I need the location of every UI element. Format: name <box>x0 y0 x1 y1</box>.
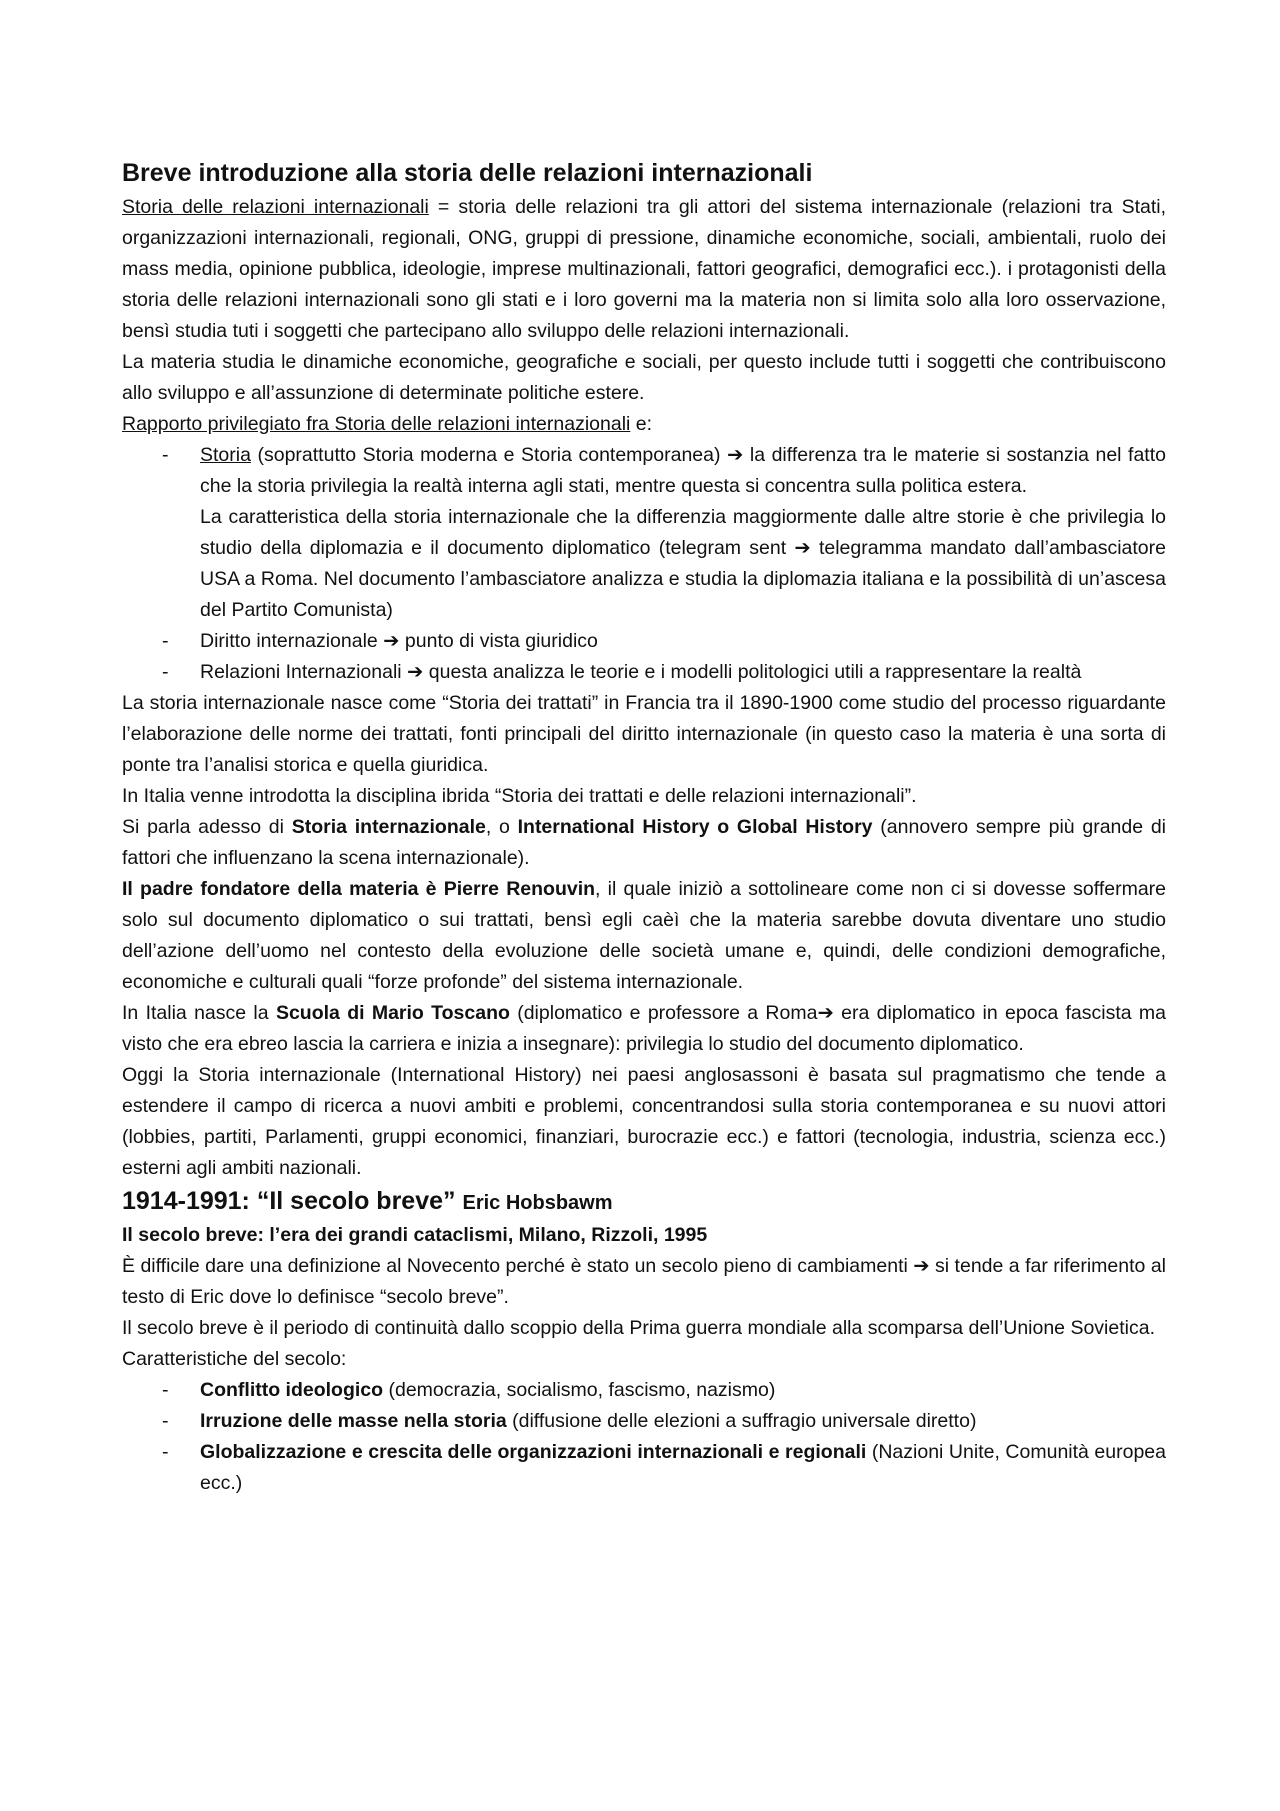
text-span: (diffusione delle elezioni a suffragio universale diretto) <box>506 1410 977 1432</box>
paragraph-anglosaxon: Oggi la Storia internazionale (International History) nei paesi anglosassoni è basata sul pragmatismo che tende a estendere il campo di ricerca a nuovi ambiti e problemi, concentrandosi sulla storia contemporanea e su nuovi attori (lobbies, partiti, Parlamenti, gruppi economici, finanziari, burocrazie ecc.) e fattori (tecnologia, industria, scienza ecc.) esterni agli ambiti nazionali. <box>122 1064 1166 1179</box>
related-disciplines-list-cont <box>122 626 1166 688</box>
heading-author: Eric Hobsbawm <box>462 1192 613 1214</box>
paragraph-international-history <box>122 812 1166 874</box>
text-span: (Nazioni Unite, Comunità europea ecc.) <box>200 1441 1166 1494</box>
bold-span: Globalizzazione e crescita delle organizzazioni internazionali e regionali <box>200 1441 867 1463</box>
paragraph-continuity: Il secolo breve è il periodo di continuità dallo scoppio della Prima guerra mondiale alla scomparsa dell’Unione Sovietica. <box>122 1317 1155 1339</box>
bold-span: Il secolo breve: l’era dei grandi cataclismi, Milano, Rizzoli, 1995 <box>122 1224 708 1246</box>
definition-term: Storia delle relazioni internazionali <box>122 196 429 218</box>
paragraph-italy-discipline: In Italia venne introdotta la disciplina ibrida “Storia dei trattati e delle relazioni internazionali”. <box>122 785 917 807</box>
paragraph-characteristics-label: Caratteristiche del secolo: <box>122 1348 347 1370</box>
relationship-heading: Rapporto privilegiato fra Storia delle relazioni internazionali <box>122 413 631 435</box>
bold-span: International History o Global History <box>517 816 873 838</box>
heading-main: 1914-1991: “Il secolo breve” <box>122 1187 456 1215</box>
characteristics-list <box>122 1375 1166 1499</box>
storia-term: Storia <box>200 444 251 466</box>
list-item-storia-continuation: La caratteristica della storia internazionale che la differenzia maggiormente dalle altre storie è che privilegia lo studio della diplomazia e il documento diplomatico (telegram sent ➔ telegramma mandato dall’ambasciatore USA a Roma. Nel documento l’ambasciatore analizza e studia la diplomazia italiana e la possibilità di un’ascesa del Partito Comunista) <box>200 506 1166 621</box>
document-title: Breve introduzione alla storia delle relazioni internazionali <box>122 159 813 187</box>
list-item <box>122 1437 1166 1499</box>
book-reference <box>122 1220 1166 1251</box>
paragraph-relationship <box>122 409 1166 440</box>
bold-span: Storia internazionale <box>291 816 486 838</box>
related-disciplines-list <box>122 440 1166 502</box>
paragraph-definition <box>122 192 1166 347</box>
bold-span: Conflitto ideologico <box>200 1379 384 1401</box>
paragraph-renouvin <box>122 874 1166 998</box>
list-item <box>122 1375 1166 1406</box>
bold-span: Scuola di Mario Toscano <box>275 1002 510 1024</box>
list-item <box>122 1406 1166 1437</box>
section-heading-secolo-breve <box>122 1184 1166 1220</box>
storia-text: (soprattutto Storia moderna e Storia contemporanea) ➔ la differenza tra le materie si sostanzia nel fatto che la storia privilegia la realtà interna agli stati, mentre questa si concentra sulla politica estera. <box>200 444 1166 497</box>
paragraph-novecento: È difficile dare una definizione al Novecento perché è stato un secolo pieno di cambiamenti ➔ si tende a far riferimento al testo di Eric dove lo definisce “secolo breve”. <box>122 1255 1166 1308</box>
text-span: , o <box>485 816 518 838</box>
definition-text: = storia delle relazioni tra gli attori del sistema internazionale (relazioni tra Stati, organizzazioni internazionali, regionali, ONG, gruppi di pressione, dinamiche economiche, sociali, ambientali, ruolo dei mass media, opinione pubblica, ideologie, imprese multinazionali, fattori geografici, demografici ecc.). i protagonisti della storia delle relazioni internazionali sono gli stati e i loro governi ma la materia non si limita solo alla loro osservazione, bensì studia tuti i soggetti che partecipano allo sviluppo delle relazioni internazionali. <box>122 196 1167 342</box>
paragraph-dynamics: La materia studia le dinamiche economiche, geografiche e sociali, per questo include tutti i soggetti che contribuiscono allo sviluppo e all’assunzione di determinate politiche estere. <box>122 351 1166 404</box>
paragraph-origins: La storia internazionale nasce come “Storia dei trattati” in Francia tra il 1890-1900 come studio del processo riguardante l’elaborazione delle norme dei trattati, fonti principali del diritto internazionale (in questo caso la materia è una sorta di ponte tra l’analisi storica e quella giuridica. <box>122 692 1166 776</box>
list-item-diritto: - Diritto internazionale ➔ punto di vista giuridico <box>122 626 1166 657</box>
text-span: Si parla adesso di <box>122 816 292 838</box>
text-span: (annovero sempre più grande di fattori che influenzano la scena internazionale). <box>122 816 1166 869</box>
text-span: In Italia nasce la <box>122 1002 276 1024</box>
list-item-storia <box>122 440 1166 502</box>
text-span: (democrazia, socialismo, fascismo, nazismo) <box>383 1379 776 1401</box>
text-span: (diplomatico e professore a Roma➔ era diplomatico in epoca fascista ma visto che era ebreo lascia la carriera e inizia a insegnare): privilegia lo studio del documento diplomatico. <box>122 1002 1167 1055</box>
document-page <box>122 154 1166 1499</box>
bold-span: Irruzione delle masse nella storia <box>200 1410 507 1432</box>
relationship-tail: e: <box>630 413 653 435</box>
text-span: , il quale iniziò a sottolineare come non ci si dovesse soffermare solo sul documento diplomatico o sui trattati, bensì egli caèì che la materia sarebbe dovuta diventare uno studio dell’azione dell’uomo nel contesto della evoluzione delle società umane e, quindi, delle condizioni demografiche, economiche e culturali quali “forze profonde” del sistema internazionale. <box>122 878 1167 993</box>
bold-span: Il padre fondatore della materia è Pierre Renouvin <box>122 878 596 900</box>
list-item-relazioni: - Relazioni Internazionali ➔ questa analizza le teorie e i modelli politologici utili a rappresentare la realtà <box>122 657 1166 688</box>
paragraph-toscano <box>122 998 1166 1060</box>
